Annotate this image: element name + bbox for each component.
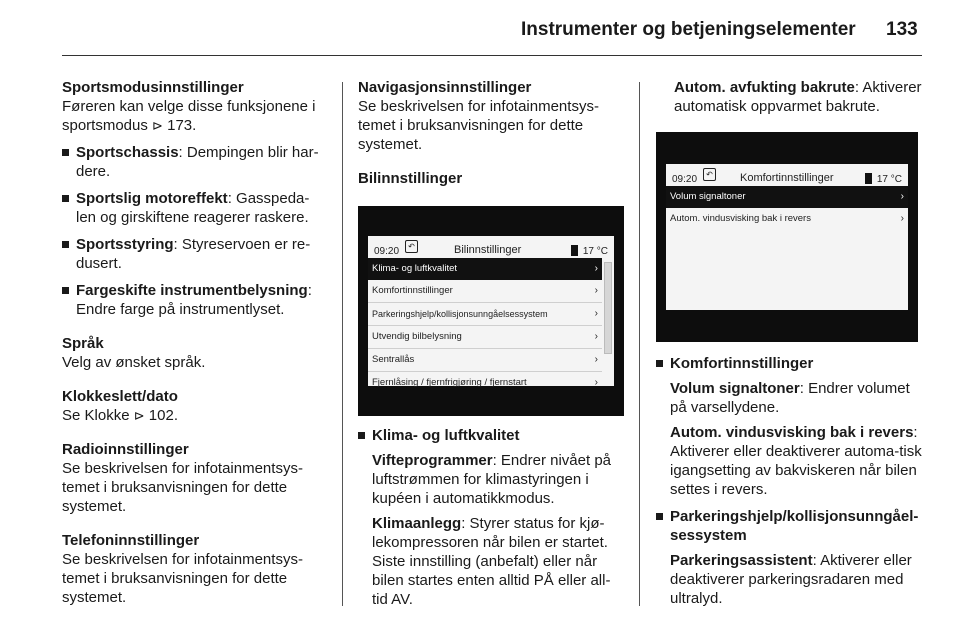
screen-menu xyxy=(368,258,602,394)
screen-status-bar xyxy=(368,236,614,258)
column-1 xyxy=(62,78,328,622)
column-divider-2 xyxy=(639,82,640,606)
climate-ac-text: Klimaanlegg: Styrer status for kjø-lekompressoren når bilen er startet. Siste innstilling (anbefalt) eller når bilen startes enten alltid PÅ eller all-tid AV. xyxy=(372,515,611,608)
bullet-square-icon xyxy=(62,195,69,202)
menu-item-central-locking[interactable]: Sentrallås › xyxy=(368,349,602,372)
chevron-right-icon: › xyxy=(594,263,598,274)
screen-scrollbar[interactable] xyxy=(604,262,612,354)
bullet-square-icon xyxy=(62,241,69,248)
sports-mode-text: Føreren kan velge disse funksjonene i sportsmodus ⊳ 173. xyxy=(62,98,316,134)
phone-heading: Telefoninnstillinger xyxy=(62,532,200,549)
menu-item-parking[interactable]: Parkeringshjelp/kollisjonsunngåelsessystem › xyxy=(368,303,602,326)
clock-ref[interactable]: 102. xyxy=(148,407,178,424)
list-item xyxy=(656,354,924,499)
radio-text: Se beskrivelsen for infotainmentsys-temet i bruksanvisningen for dette systemet. xyxy=(62,460,303,515)
sports-mode-section xyxy=(62,78,328,319)
list-item xyxy=(656,507,924,608)
battery-icon xyxy=(571,245,578,256)
list-item: Fargeskifte instrumentbelysning: Endre farge på instrumentlyset. xyxy=(62,281,328,319)
chevron-right-icon: › xyxy=(594,285,598,296)
menu-item-climate[interactable]: Klima- og luftkvalitet › xyxy=(368,258,602,280)
column-3 xyxy=(656,78,924,616)
car-settings-screen xyxy=(358,206,624,416)
page-number: 133 xyxy=(886,19,918,40)
list-item xyxy=(358,426,624,609)
header-rule xyxy=(62,55,922,56)
menu-item-comfort[interactable]: Komfortinnstillinger › xyxy=(368,280,602,303)
screen-clock: 09:20 xyxy=(672,174,698,185)
screen-display xyxy=(666,164,908,310)
clock-heading: Klokkeslett/dato xyxy=(62,388,178,405)
chevron-right-icon: › xyxy=(594,308,598,319)
parking-assist-text: Parkeringsassistent: Aktiverer eller deaktiverer parkeringsradaren med ultralyd. xyxy=(670,552,912,607)
bullet-square-icon xyxy=(62,149,69,156)
page-ref-arrow-icon: ⊳ xyxy=(133,408,145,423)
chevron-right-icon: › xyxy=(594,354,598,365)
screen-temperature: 17 °C xyxy=(571,242,608,261)
page-ref-arrow-icon: ⊳ xyxy=(152,118,163,133)
bullet-square-icon xyxy=(62,287,69,294)
comfort-wiper-text: Autom. vindusvisking bak i revers: Aktiverer eller deaktiverer automa-tisk igangsetting av bakviskeren når bilen settes i revers. xyxy=(670,424,922,498)
menu-item-exterior-lighting[interactable]: Utvendig bilbelysning › xyxy=(368,326,602,349)
page-header xyxy=(0,0,960,60)
list-item: Sportslig motoreffekt: Gasspeda-len og girskiftene reagerer raskere. xyxy=(62,189,328,227)
menu-item-signal-volume[interactable]: Volum signaltoner › xyxy=(666,186,908,208)
navigation-section xyxy=(358,78,624,154)
screen-clock: 09:20 xyxy=(374,246,400,257)
phone-section xyxy=(62,531,328,607)
screen-title: Komfortinnstillinger xyxy=(740,172,834,184)
list-item: Sportsstyring: Styreservoen er re-dusert. xyxy=(62,235,328,273)
page-title: Instrumenter og betjeningselementer xyxy=(521,19,856,40)
chevron-right-icon: › xyxy=(594,377,598,388)
language-text: Velg av ønsket språk. xyxy=(62,354,206,371)
comfort-heading: Komfortinnstillinger xyxy=(670,355,814,372)
defog-text: Autom. avfukting bakrute: Aktiverer automatisk oppvarmet bakrute. xyxy=(674,79,922,115)
screen-temperature: 17 °C xyxy=(865,170,902,189)
language-heading: Språk xyxy=(62,335,104,352)
climate-fan-text: Vifteprogrammer: Endrer nivået på luftstrømmen for klimastyringen i kupéen i automatikkmodus. xyxy=(372,452,611,507)
radio-section xyxy=(62,440,328,516)
list-item: Sportschassis: Dempingen blir har-dere. xyxy=(62,143,328,181)
language-section xyxy=(62,334,328,372)
column-divider-1 xyxy=(342,82,343,606)
chevron-right-icon: › xyxy=(900,191,904,202)
clock-text: Se Klokke ⊳ 102. xyxy=(62,407,178,424)
menu-item-rear-wiper[interactable]: Autom. vindusvisking bak i revers › xyxy=(666,208,908,230)
screen-status-bar xyxy=(666,164,908,186)
sports-mode-ref[interactable]: 173. xyxy=(167,117,197,134)
screen-menu xyxy=(666,186,908,230)
radio-heading: Radioinnstillinger xyxy=(62,441,189,458)
back-arrow-icon[interactable]: ↶ xyxy=(703,168,716,181)
bullet-square-icon xyxy=(656,360,663,367)
menu-item-remote[interactable]: Fjernlåsing / fjernfrigjøring / fjernstart › xyxy=(368,372,602,394)
comfort-settings-screen xyxy=(656,132,918,342)
navigation-heading: Navigasjonsinnstillinger xyxy=(358,79,532,96)
bullet-square-icon xyxy=(656,513,663,520)
bullet-square-icon xyxy=(358,432,365,439)
chevron-right-icon: › xyxy=(900,213,904,224)
parking-heading: Parkeringshjelp/kollisjonsunngåel-sessystem xyxy=(670,508,919,544)
screen-display xyxy=(368,236,614,386)
back-arrow-icon[interactable]: ↶ xyxy=(405,240,418,253)
sports-mode-heading: Sportsmodusinnstillinger xyxy=(62,79,244,96)
chevron-right-icon: › xyxy=(594,331,598,342)
column-2 xyxy=(358,78,624,617)
car-settings-heading: Bilinnstillinger xyxy=(358,170,463,187)
phone-text: Se beskrivelsen for infotainmentsys-temet i bruksanvisningen for dette systemet. xyxy=(62,551,303,606)
screen-title: Bilinnstillinger xyxy=(454,244,522,256)
comfort-volume-text: Volum signaltoner: Endrer volumet på varsellydene. xyxy=(670,380,910,416)
climate-heading: Klima- og luftkvalitet xyxy=(372,427,520,444)
battery-icon xyxy=(865,173,872,184)
clock-section xyxy=(62,387,328,425)
navigation-text: Se beskrivelsen for infotainmentsys-temet i bruksanvisningen for dette systemet. xyxy=(358,98,599,153)
